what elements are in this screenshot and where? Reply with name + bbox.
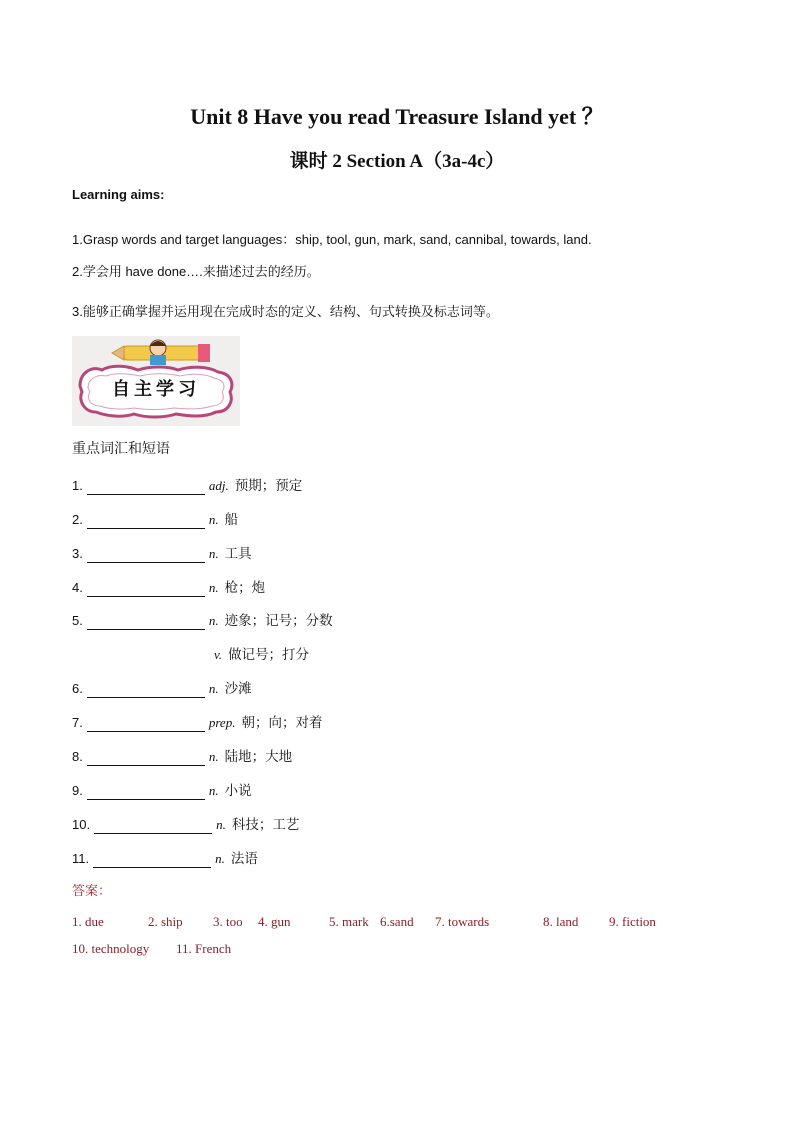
answer-blank[interactable] <box>87 615 205 630</box>
part-of-speech: n. <box>216 817 226 832</box>
vocab-number: 10. <box>72 817 91 832</box>
vocab-number: 8. <box>72 749 83 764</box>
vocab-row <box>72 847 258 867</box>
vocab-number: 4. <box>72 580 83 595</box>
answer-item: 10. technology <box>72 941 150 956</box>
answer-item: 7. towards <box>435 914 490 929</box>
vocab-row <box>72 576 265 596</box>
learning-aim-1: 1.Grasp words and target languages：ship, tool, gun, mark, sand, cannibal, towards, land. <box>72 232 592 247</box>
answer-item: 11. French <box>176 941 232 956</box>
answer-blank[interactable] <box>87 751 205 766</box>
vocab-meaning: 法语 <box>230 851 258 867</box>
vocab-number: 11. <box>72 851 90 866</box>
self-study-badge-label: 自主学习 <box>112 379 200 400</box>
learning-aim-3: 3.能够正确掌握并运用现在完成时态的定义、结构、句式转换及标志词等。 <box>72 304 499 319</box>
lesson-subtitle: 课时 2 Section A（3a-4c） <box>289 151 505 172</box>
part-of-speech: n. <box>208 749 219 764</box>
vocab-heading: 重点词汇和短语 <box>72 440 170 456</box>
vocab-row <box>72 677 252 697</box>
vocab-number: 9. <box>72 783 83 798</box>
part-of-speech: n. <box>208 783 219 798</box>
answer-blank[interactable] <box>87 480 205 495</box>
vocab-number: 5. <box>72 613 83 628</box>
answer-item: 9. fiction <box>609 914 656 929</box>
answer-item: 8. land <box>543 914 579 929</box>
vocab-row <box>72 779 252 799</box>
vocab-meaning: 迹象；记号；分数 <box>224 613 333 629</box>
answer-blank[interactable] <box>87 548 205 563</box>
part-of-speech: v. <box>214 647 223 662</box>
vocab-meaning: 做记号；打分 <box>228 647 310 663</box>
vocab-meaning: 小说 <box>224 783 252 799</box>
answer-blank[interactable] <box>94 819 212 834</box>
learning-aim-2: 2.学会用 have done….来描述过去的经历。 <box>72 264 320 279</box>
answer-blank[interactable] <box>87 514 205 529</box>
answer-blank[interactable] <box>87 785 205 800</box>
answer-item: 5. mark <box>329 914 369 929</box>
vocab-meaning: 预期；预定 <box>234 478 303 494</box>
part-of-speech: n. <box>208 580 219 595</box>
answer-item: 4. gun <box>258 914 291 929</box>
answers-heading: 答案： <box>72 883 112 898</box>
part-of-speech: n. <box>208 613 219 628</box>
answer-blank[interactable] <box>87 683 205 698</box>
page-title: Unit 8 Have you read Treasure Island yet ？ <box>190 104 604 129</box>
vocab-number: 2. <box>72 512 83 527</box>
vocab-row <box>72 474 302 494</box>
part-of-speech: adj. <box>208 478 229 493</box>
answer-blank[interactable] <box>87 717 205 732</box>
vocab-row <box>72 813 299 833</box>
vocab-row <box>72 745 292 765</box>
vocab-meaning: 工具 <box>224 546 252 562</box>
answer-item: 6.sand <box>380 914 414 929</box>
vocab-number: 6. <box>72 681 83 696</box>
answer-blank[interactable] <box>93 853 211 868</box>
learning-aims-heading: Learning aims: <box>72 187 165 202</box>
vocab-meaning: 枪；炮 <box>224 580 266 596</box>
vocab-meaning: 沙滩 <box>224 681 252 697</box>
part-of-speech: prep. <box>208 715 236 730</box>
answer-blank[interactable] <box>87 582 205 597</box>
part-of-speech: n. <box>208 546 219 561</box>
answer-item: 2. ship <box>148 914 183 929</box>
vocab-row <box>72 542 252 562</box>
vocab-row <box>72 711 322 731</box>
vocab-row <box>72 508 238 528</box>
vocab-meaning: 船 <box>224 512 239 528</box>
vocab-number: 3. <box>72 546 83 561</box>
part-of-speech: n. <box>208 681 219 696</box>
answer-item: 1. due <box>72 914 104 929</box>
vocab-meaning: 陆地；大地 <box>224 749 293 765</box>
answer-item: 3. too <box>213 914 243 929</box>
vocab-meaning: 科技；工艺 <box>231 817 300 833</box>
vocab-number: 7. <box>72 715 83 730</box>
part-of-speech: n. <box>215 851 225 866</box>
self-study-badge <box>72 336 240 426</box>
vocab-meaning: 朝；向；对着 <box>241 715 323 731</box>
vocab-row <box>72 609 333 629</box>
vocab-row-continuation <box>210 643 309 663</box>
vocab-number: 1. <box>72 478 83 493</box>
part-of-speech: n. <box>208 512 219 527</box>
